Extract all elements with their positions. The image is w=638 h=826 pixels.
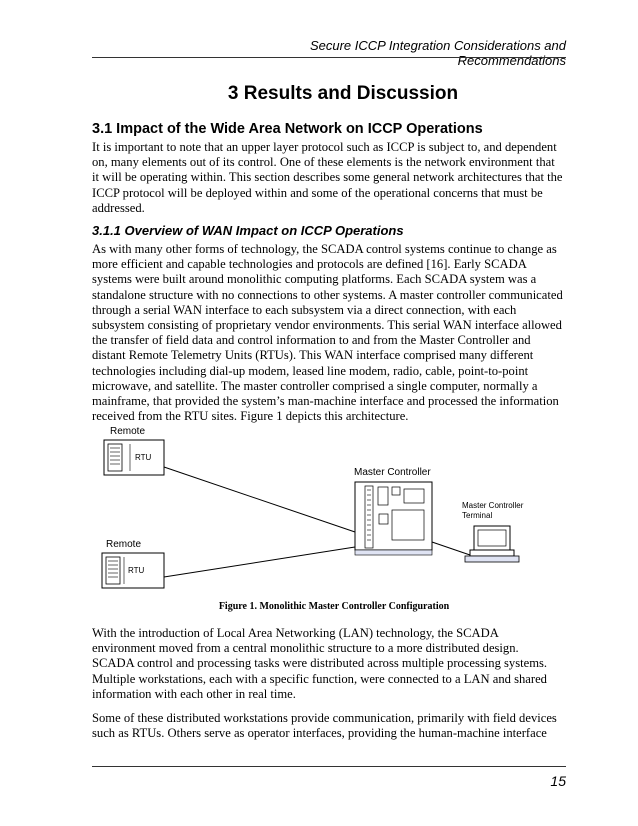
text-line: It is important to note that an upper layer protocol such as ICCP is subject to, and dependent bbox=[92, 140, 557, 154]
footer-rule bbox=[92, 766, 566, 767]
text-line: SCADA control and processing tasks were distributed across multiple processing systems. bbox=[92, 656, 548, 671]
terminal-label-line1: Master Controller bbox=[462, 501, 524, 510]
text-line: it will be operating within. This section describes some general network architectures that the bbox=[92, 170, 563, 185]
running-header: Secure ICCP Integration Considerations and Recommendations bbox=[309, 38, 566, 68]
text-line: received from the RTU sites. Figure 1 depicts this architecture. bbox=[92, 409, 409, 424]
text-line: distant Remote Telemetry Units (RTUs). This WAN interface comprised many different bbox=[92, 348, 534, 363]
text-line: microwave, and satellite. The master controller comprised a single computer, normally a bbox=[92, 378, 538, 393]
text-line: on, many elements out of its control. One of these elements is the network environment that bbox=[92, 155, 555, 170]
text-line: systems were built around monolithic computing platforms. Each SCADA system was a bbox=[92, 272, 537, 287]
section-heading: 3 Results and Discussion bbox=[227, 83, 459, 104]
paragraph-1 bbox=[92, 140, 566, 216]
header-rule bbox=[92, 57, 566, 58]
text-line: such as RTUs. Others serve as operator interfaces, providing the human-machine interface bbox=[92, 726, 547, 741]
figure-caption: Figure 1. Monolithic Master Controller Configuration bbox=[218, 601, 450, 612]
text-line: ICCP protocol will be deployed within and some of the operational concerns that must be bbox=[92, 185, 543, 200]
architecture-diagram bbox=[92, 422, 552, 597]
subsection-heading: 3.1 Impact of the Wide Area Network on ICCP Operations bbox=[92, 121, 483, 137]
paragraph-2 bbox=[92, 242, 566, 424]
rtu-bottom-label: RTU bbox=[128, 566, 145, 575]
text-line: addressed. bbox=[92, 200, 145, 215]
text-line: through a serial WAN interface to each subsystem via a direct connection, with each bbox=[92, 302, 517, 317]
text-line: more efficient and capable technologies and protocols are defined [16]. Early SCADA bbox=[92, 257, 527, 272]
text-line: With the introduction of Local Area Networking (LAN) technology, the SCADA bbox=[92, 626, 499, 640]
terminal-label-line2: Terminal bbox=[462, 511, 493, 520]
remote-top-label: Remote bbox=[110, 426, 146, 437]
master-controller-label: Master Controller bbox=[354, 467, 431, 478]
subsubsection-heading: 3.1.1 Overview of WAN Impact on ICCP Operations bbox=[92, 223, 404, 238]
text-line: technologies including dial-up modem, leased line modem, radio, cable, point-to-point bbox=[92, 363, 529, 378]
text-line: As with many other forms of technology, the SCADA control systems continue to change as bbox=[92, 242, 557, 256]
text-line: Multiple workstations, each with a specific function, were connected to a LAN and shared bbox=[92, 671, 547, 686]
text-line: mainframe, that provided the system’s man-machine interface and processed the information bbox=[92, 394, 559, 409]
terminal-label bbox=[462, 501, 526, 520]
remote-bottom-label: Remote bbox=[106, 539, 142, 550]
text-line: environment moved from a central monolithic structure to a more distributed design. bbox=[92, 641, 519, 656]
wan-link-bottom bbox=[164, 547, 355, 577]
paragraph-3 bbox=[92, 626, 566, 702]
wan-link-top bbox=[164, 467, 355, 532]
master-controller-icon bbox=[355, 482, 432, 555]
terminal-icon bbox=[465, 526, 519, 562]
text-line: the transfer of field data and control information to and from the Master Controller and bbox=[92, 333, 531, 348]
text-line: information with each other in real time. bbox=[92, 686, 296, 701]
terminal-link bbox=[432, 542, 470, 555]
text-line: subsystem consisting of proprietary vendor environments. This serial WAN interface allowed bbox=[92, 318, 562, 333]
text-line: Some of these distributed workstations provide communication, primarily with field devices bbox=[92, 711, 557, 725]
text-line: standalone structure with no connections to other systems. A master controller communicated bbox=[92, 287, 563, 302]
rtu-top-icon bbox=[104, 440, 164, 475]
rtu-top-label: RTU bbox=[135, 453, 152, 462]
page-number: 15 bbox=[550, 773, 566, 789]
paragraph-4 bbox=[92, 711, 566, 741]
